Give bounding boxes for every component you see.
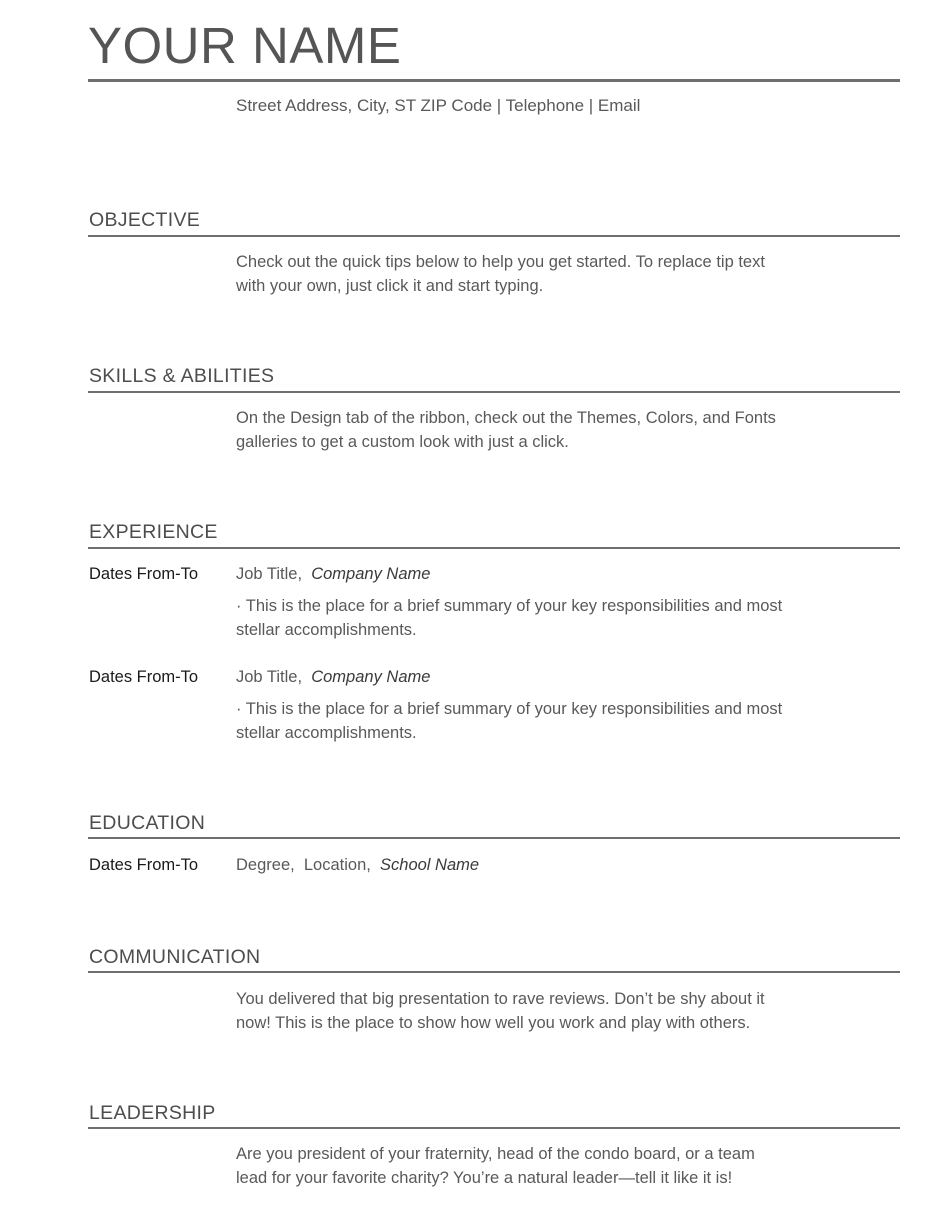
degree: Degree,	[236, 856, 295, 874]
skills-heading[interactable]: SKILLS & ABILITIES	[89, 365, 275, 387]
school-name: School Name	[380, 856, 480, 874]
objective-line-2: with your own, just click it and start typing.	[236, 277, 544, 295]
resume-name[interactable]: YOUR NAME	[88, 17, 402, 74]
experience-2-title[interactable]	[236, 666, 430, 688]
experience-2-summary[interactable]	[236, 697, 856, 745]
experience-heading[interactable]: EXPERIENCE	[89, 521, 218, 543]
company-name: Company Name	[311, 668, 431, 686]
education-divider	[88, 837, 900, 839]
education-heading[interactable]: EDUCATION	[89, 812, 206, 834]
communication-text[interactable]	[236, 987, 856, 1035]
experience-1-dates[interactable]: Dates From-To	[89, 565, 199, 583]
objective-heading[interactable]: OBJECTIVE	[89, 209, 201, 231]
job-title: Job Title,	[236, 565, 303, 583]
skills-line-1: On the Design tab of the ribbon, check out the Themes, Colors, and Fonts	[236, 409, 776, 427]
job-title: Job Title,	[236, 668, 303, 686]
skills-line-2: galleries to get a custom look with just a click.	[236, 433, 569, 451]
communication-divider	[88, 971, 900, 973]
experience-2-dates[interactable]: Dates From-To	[89, 668, 199, 686]
summary-line-1: · This is the place for a brief summary of your key responsibilities and most	[236, 700, 783, 718]
contact-info[interactable]: Street Address, City, ST ZIP Code | Telephone | Email	[236, 96, 641, 115]
experience-divider	[88, 547, 900, 549]
education-1-dates[interactable]: Dates From-To	[89, 856, 199, 874]
leadership-line-1: Are you president of your fraternity, head of the condo board, or a team	[236, 1145, 755, 1163]
education-1-details[interactable]	[236, 854, 479, 876]
name-divider	[88, 79, 900, 82]
location: Location,	[303, 856, 371, 874]
objective-divider	[88, 235, 900, 237]
leadership-divider	[88, 1127, 900, 1129]
summary-line-1: · This is the place for a brief summary of your key responsibilities and most	[236, 597, 783, 615]
summary-line-2: stellar accomplishments.	[236, 621, 417, 639]
objective-line-1: Check out the quick tips below to help you get started. To replace tip text	[236, 253, 765, 271]
experience-1-title[interactable]	[236, 563, 430, 585]
leadership-text[interactable]	[236, 1142, 856, 1190]
leadership-heading[interactable]: LEADERSHIP	[89, 1102, 216, 1124]
communication-line-1: You delivered that big presentation to rave reviews. Don’t be shy about it	[236, 990, 765, 1008]
experience-1-summary[interactable]	[236, 594, 856, 642]
leadership-line-2: lead for your favorite charity? You’re a natural leader—tell it like it is!	[236, 1169, 733, 1187]
objective-text[interactable]	[236, 250, 856, 298]
skills-text[interactable]	[236, 406, 856, 454]
company-name: Company Name	[311, 565, 431, 583]
skills-divider	[88, 391, 900, 393]
communication-heading[interactable]: COMMUNICATION	[89, 946, 261, 968]
summary-line-2: stellar accomplishments.	[236, 724, 417, 742]
communication-line-2: now! This is the place to show how well you work and play with others.	[236, 1014, 751, 1032]
